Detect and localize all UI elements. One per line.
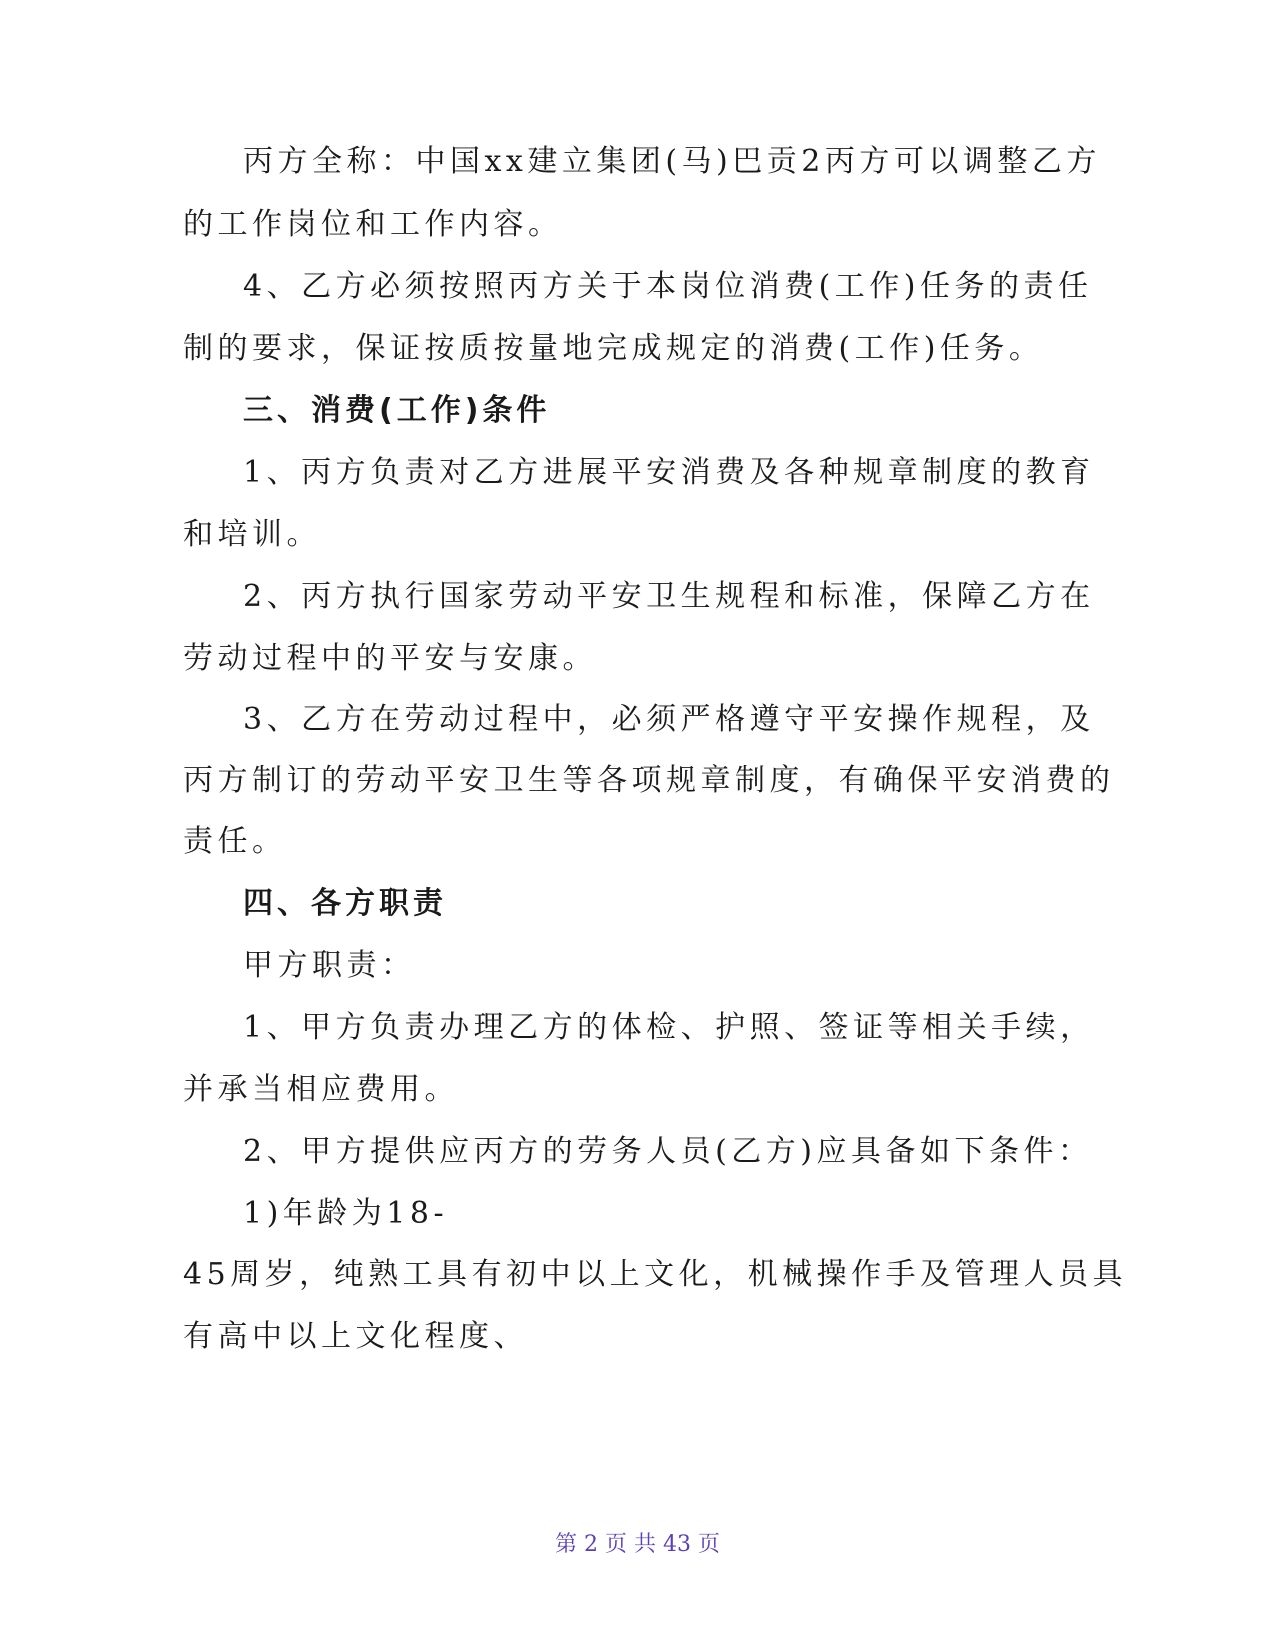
paragraph-line: 丙方制订的劳动平安卫生等各项规章制度，有确保平安消费的 bbox=[183, 763, 1115, 798]
paragraph-line: 45周岁，纯熟工具有初中以上文化，机械操作手及管理人员具 bbox=[183, 1257, 1128, 1292]
paragraph-line: 和培训。 bbox=[183, 517, 321, 552]
paragraph-line: 1)年龄为18- bbox=[243, 1196, 449, 1231]
paragraph-line: 4、乙方必须按照丙方关于本岗位消费(工作)任务的责任 bbox=[243, 269, 1093, 304]
paragraph-line: 的工作岗位和工作内容。 bbox=[183, 207, 563, 242]
paragraph-line: 劳动过程中的平安与安康。 bbox=[183, 641, 597, 676]
paragraph-line: 2、丙方执行国家劳动平安卫生规程和标准，保障乙方在 bbox=[243, 579, 1095, 614]
paragraph-line: 有高中以上文化程度、 bbox=[183, 1319, 528, 1354]
paragraph-line: 制的要求，保证按质按量地完成规定的消费(工作)任务。 bbox=[183, 331, 1044, 366]
page-number-footer: 第 2 页 共 43 页 bbox=[555, 1532, 720, 1557]
section-heading: 四、各方职责 bbox=[243, 886, 447, 921]
paragraph-line: 3、乙方在劳动过程中，必须严格遵守平安操作规程，及 bbox=[243, 702, 1095, 737]
paragraph-line: 并承当相应费用。 bbox=[183, 1072, 459, 1107]
paragraph-line: 丙方全称：中国xx建立集团(马)巴贡2丙方可以调整乙方 bbox=[243, 144, 1101, 179]
paragraph-line: 甲方职责： bbox=[243, 948, 416, 983]
paragraph-line: 1、甲方负责办理乙方的体检、护照、签证等相关手续， bbox=[243, 1010, 1095, 1045]
section-heading: 三、消费(工作)条件 bbox=[243, 393, 551, 428]
paragraph-line: 1、丙方负责对乙方进展平安消费及各种规章制度的教育 bbox=[243, 455, 1095, 490]
paragraph-line: 2、甲方提供应丙方的劳务人员(乙方)应具备如下条件： bbox=[243, 1134, 1093, 1169]
paragraph-line: 责任。 bbox=[183, 824, 287, 859]
